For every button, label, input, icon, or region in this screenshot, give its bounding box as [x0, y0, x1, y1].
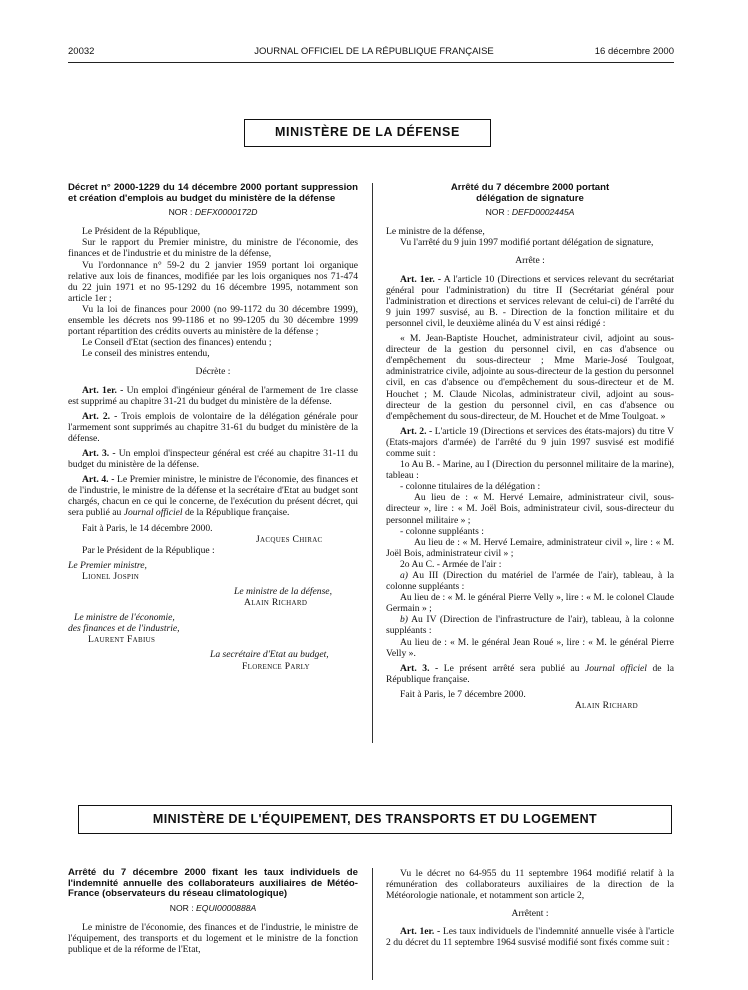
arrete1-fait: Fait à Paris, le 7 décembre 2000.	[400, 688, 526, 700]
decret-para-4: Vu la loi de finances pour 2000 (no 99-1172 du 30 décembre 1999), ensemble les décrets nos 99-1186 et no 99-1205 du 30 décembre 1999 portant répartition des crédits ouverts au ministère de la défense ;	[68, 303, 358, 338]
signature-role-defense: Le ministre de la défense,	[234, 586, 332, 597]
arrete-delegation-nor: NOR : DEFD0002445A	[485, 207, 575, 218]
arrete1-line-5: Au lieu de : « M. Hervé Lemaire, administrateur civil », lire : « M. Joël Bois, administrateur civil » ;	[386, 536, 674, 559]
decret-title: Décret n° 2000-1229 du 14 décembre 2000 portant suppression et création d'emplois au budget du ministère de la défense	[68, 182, 358, 204]
section-title-equipement: MINISTÈRE DE L'ÉQUIPEMENT, DES TRANSPORTS ET DU LOGEMENT	[78, 805, 672, 834]
column-divider-2	[372, 868, 373, 980]
column-divider-1	[372, 183, 373, 743]
arrete1-article-2: Art. 2. - L'article 19 (Directions et services des états-majors) du titre V (Etats-majors d'armée) de l'arrêté du 9 juin 1997 susvisé est modifié comme suit :	[386, 425, 675, 459]
decret-para-3: Vu l'ordonnance n° 59-2 du 2 janvier 1959 portant loi organique relative aux lois de finances, modifiée par les lois organiques nos 71-474 du 22 juin 1971 et no 95-1292 du 16 décembre 1995, notamment son article 1er ;	[68, 259, 358, 304]
decret-decrete: Décrète :	[195, 366, 231, 378]
decret-signatory: Jacques Chirac	[256, 533, 323, 545]
arrete1-signatory: Alain Richard	[574, 700, 638, 712]
arrete1-line-4: - colonne suppléants :	[400, 525, 484, 537]
decret-article-3: Art. 3. - Un emploi d'inspecteur général est créé au chapitre 31-11 du budget du ministère de la défense.	[68, 447, 358, 471]
decret-para-2: Sur le rapport du Premier ministre, du ministre de l'économie, des finances et de l'industrie et du ministre de la défense,	[68, 237, 358, 260]
signature-name-economie: Laurent Fabius	[88, 634, 156, 646]
arrete-meteo-block	[68, 868, 358, 955]
arrete2-vu: Vu le décret no 64-955 du 11 septembre 1964 modifié relatif à la rémunération des collaborateurs auxiliaires de la direction de la Météorologie nationale, et notamment son article 2,	[386, 868, 674, 902]
arrete1-quote: « M. Jean-Baptiste Houchet, administrateur civil, adjoint au sous-directeur de la gestion du personnel civil, en cas d'absence ou d'empêchement du sous-directeur ; Mme Marie-José Toulgoat, administratrice civile, adjointe au sous-directeur de la gestion du personnel civil, en cas d'absence ou d'empêchement du sous-directeur et de M. Houchet ; M. Claude Nicolas, administrateur civil, adjoint au sous-directeur de la gestion du personnel civil, en cas d'absence ou d'empêchement du sous-directeur, de M. Houchet et de Mme Toulgoat. »	[386, 333, 674, 422]
arrete1-para-1: Le ministre de la défense,	[386, 226, 485, 238]
arrete1-line-9: b) Au IV (Direction de l'infrastructure de l'air), tableau, à la colonne suppléants :	[386, 614, 674, 637]
arrete-meteo-title: Arrêté du 7 décembre 2000 fixant les taux individuels de l'indemnité annuelle des collaborateurs auxiliaires de Météo-France (observateurs du réseau climatologique)	[68, 867, 358, 900]
signature-role-economie-2: des finances et de l'industrie,	[68, 623, 180, 635]
decret-block	[68, 183, 358, 672]
arrete2-arretent: Arrêtent :	[511, 908, 549, 920]
arrete1-line-3: Au lieu de : « M. Hervé Lemaire, administrateur civil, sous-directeur », lire : « M. Joël Bois, administrateur civil, sous-directeur du personnel militaire » ;	[386, 492, 674, 526]
signature-name-premier-ministre: Lionel Jospin	[82, 570, 140, 582]
decret-par-le-president: Par le Président de la République :	[82, 544, 215, 556]
arrete2-article-1: Art. 1er. - Les taux individuels de l'indemnité annuelle visée à l'article 2 du décret du 11 septembre 1964 susvisé modifié sont fixés comme suit :	[386, 926, 674, 949]
signature-name-defense: Alain Richard	[244, 597, 308, 609]
signature-role-budget: La secrétaire d'Etat au budget,	[210, 649, 329, 661]
arrete1-line-7: a) Au III (Direction du matériel de l'armée de l'air), tableau, à la colonne suppléants :	[386, 570, 674, 593]
decret-nor: NOR : DEFX0000172D	[168, 207, 258, 218]
journal-title: JOURNAL OFFICIEL DE LA RÉPUBLIQUE FRANÇAISE	[254, 46, 494, 57]
page-number: 20032	[68, 46, 95, 57]
arrete1-line-8: Au lieu de : « M. le général Pierre Velly », lire : « M. le colonel Claude Germain » ;	[386, 592, 674, 615]
decret-para-5: Le Conseil d'Etat (section des finances) entendu ;	[82, 337, 272, 349]
header-rule	[68, 62, 674, 63]
signature-role-economie-1: Le ministre de l'économie,	[74, 612, 175, 624]
signature-name-budget: Florence Parly	[242, 660, 310, 672]
arrete-delegation-block	[386, 183, 674, 711]
decret-article-4: Art. 4. - Le Premier ministre, le ministre de l'économie, des finances et de l'industrie, le ministre de la défense et la secrétaire d'Etat au budget sont chargés, chacun en ce qui le concerne, de l'exécution du présent décret, qui sera publié au Journal officiel de la République française.	[68, 474, 358, 519]
signature-role-premier-ministre: Le Premier ministre,	[68, 559, 147, 571]
arrete1-article-3: Art. 3. - Le présent arrêté sera publié au Journal officiel de la République française.	[386, 662, 674, 685]
arrete1-line-2: - colonne titulaires de la délégation :	[400, 481, 541, 493]
arrete1-line-10: Au lieu de : « M. le général Jean Roué », lire : « M. le général Pierre Velly ».	[386, 636, 674, 659]
arrete2-para: Le ministre de l'économie, des finances et de l'industrie, le ministre de l'équipement, des transports et du logement et le ministre de la fonction publique et de la réforme de l'Etat,	[68, 921, 358, 956]
issue-date: 16 décembre 2000	[594, 46, 674, 57]
arrete1-para-2: Vu l'arrêté du 9 juin 1997 modifié portant délégation de signature,	[400, 237, 654, 249]
decret-article-1: Art. 1er. - Un emploi d'ingénieur général de l'armement de 1re classe est supprimé au chapitre 31-21 du budget du ministère de la défense.	[68, 384, 359, 407]
decret-fait: Fait à Paris, le 14 décembre 2000.	[82, 522, 213, 534]
arrete1-line-1: 1o Au B. - Marine, au I (Direction du personnel militaire de la marine), tableau :	[386, 459, 674, 482]
section-title-defense: MINISTÈRE DE LA DÉFENSE	[244, 119, 491, 147]
decret-article-2: Art. 2. - Trois emplois de volontaire de la délégation générale pour l'armement sont supprimés au chapitre 31-61 du budget du ministère de la défense.	[68, 410, 358, 444]
decret-para-6: Le conseil des ministres entendu,	[82, 348, 210, 360]
arrete-meteo-right	[386, 868, 674, 949]
decret-para-1: Le Président de la République,	[82, 226, 201, 238]
arrete-meteo-nor: NOR : EQUI0000888A	[169, 902, 257, 913]
arrete-delegation-title: Arrêté du 7 décembre 2000 portant délégation de signature	[450, 182, 610, 204]
arrete1-arrete: Arrête :	[515, 255, 545, 267]
arrete1-article-1: Art. 1er. - A l'article 10 (Directions et services relevant du secrétariat général pour l'administration) du titre II (Secrétariat général pour l'administration et directions et services relevant de celui-ci) de l'arrêté du 9 juin 1997 susvisé, au B. - Direction de la fonction militaire et du personnel civil, le deuxième alinéa du V est ainsi rédigé :	[386, 273, 674, 329]
arrete1-line-6: 2o Au C. - Armée de l'air :	[400, 558, 502, 570]
